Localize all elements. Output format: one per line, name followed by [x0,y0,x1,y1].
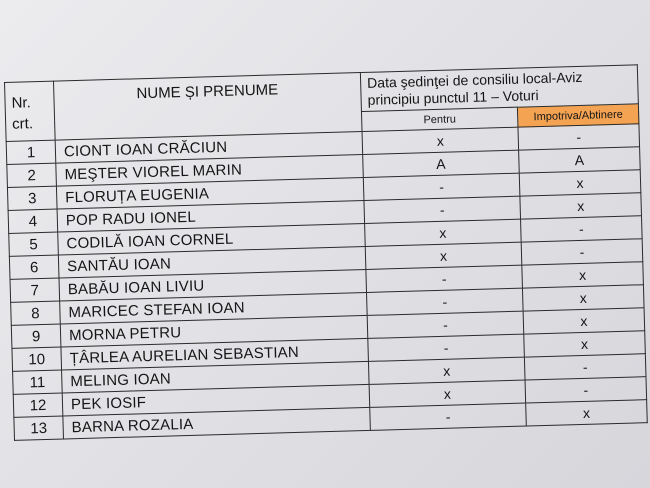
row-pentru: - [367,288,524,315]
row-name: BARNA ROZALIA [63,407,371,439]
row-pentru: x [365,242,522,269]
header-vote-title-line2: principiu punctul 11 – Voturi [367,87,539,108]
row-name: POP RADU IONEL [57,200,365,232]
row-impotriva: x [519,170,641,196]
row-nr: 2 [7,163,57,187]
header-vote-title-line1: Data şedinţei de consiliu local-Aviz [366,68,583,91]
row-pentru: x [368,357,525,384]
header-nr-line1: Nr. [11,94,31,112]
row-pentru: x [362,127,519,154]
row-nr: 3 [7,186,57,210]
row-impotriva: - [521,239,643,265]
row-nr: 10 [12,347,62,371]
row-pentru: - [370,403,527,430]
header-nr [5,81,56,141]
header-nr-line2: crt. [11,115,34,133]
row-impotriva: A [519,147,641,173]
row-pentru: - [368,334,525,361]
vote-sheet [4,64,648,441]
row-impotriva: x [524,331,646,357]
row-pentru: - [367,311,524,338]
row-name: MARICEC STEFAN IOAN [60,292,368,324]
row-nr: 9 [11,324,61,348]
row-impotriva: x [523,308,645,334]
row-name: MELING IOAN [62,361,370,393]
row-nr: 11 [13,370,63,394]
row-nr: 1 [6,140,56,164]
row-impotriva: - [524,354,646,380]
row-impotriva: - [525,377,647,403]
row-impotriva: x [522,285,644,311]
row-nr: 8 [11,301,61,325]
row-impotriva: - [518,124,640,150]
row-pentru: - [364,196,521,223]
row-pentru: A [363,150,520,177]
row-impotriva: x [520,193,642,219]
row-name: MEŞTER VIOREL MARIN [56,155,364,187]
row-pentru: x [365,219,522,246]
row-pentru: - [363,173,520,200]
row-nr: 5 [9,232,59,256]
row-name: PEK IOSIF [62,384,370,416]
row-nr: 6 [9,255,59,279]
row-nr: 13 [14,416,64,440]
row-name: CIONT IOAN CRĂCIUN [55,132,363,164]
header-name: NUME ȘI PRENUME [53,73,362,141]
row-nr: 12 [13,393,63,417]
header-pentru: Pentru [361,107,517,131]
row-name: ȚÂRLEA AURELIAN SEBASTIAN [61,338,369,370]
row-name: CODILĂ IOAN CORNEL [58,223,366,255]
row-name: FLORUȚA EUGENIA [56,178,364,210]
row-pentru: x [369,380,526,407]
row-impotriva: x [522,262,644,288]
row-name: BABĂU IOAN LIVIU [59,269,367,301]
row-impotriva: - [521,216,643,242]
row-name: SANTĂU IOAN [58,246,366,278]
row-name: MORNA PETRU [60,315,368,347]
row-nr: 4 [8,209,58,233]
header-impotriva: Impotriva/Abtinere [517,104,639,127]
row-pentru: - [366,265,523,292]
vote-table [4,64,648,441]
row-impotriva: x [526,400,648,426]
row-nr: 7 [10,278,60,302]
vote-rows [6,124,647,441]
